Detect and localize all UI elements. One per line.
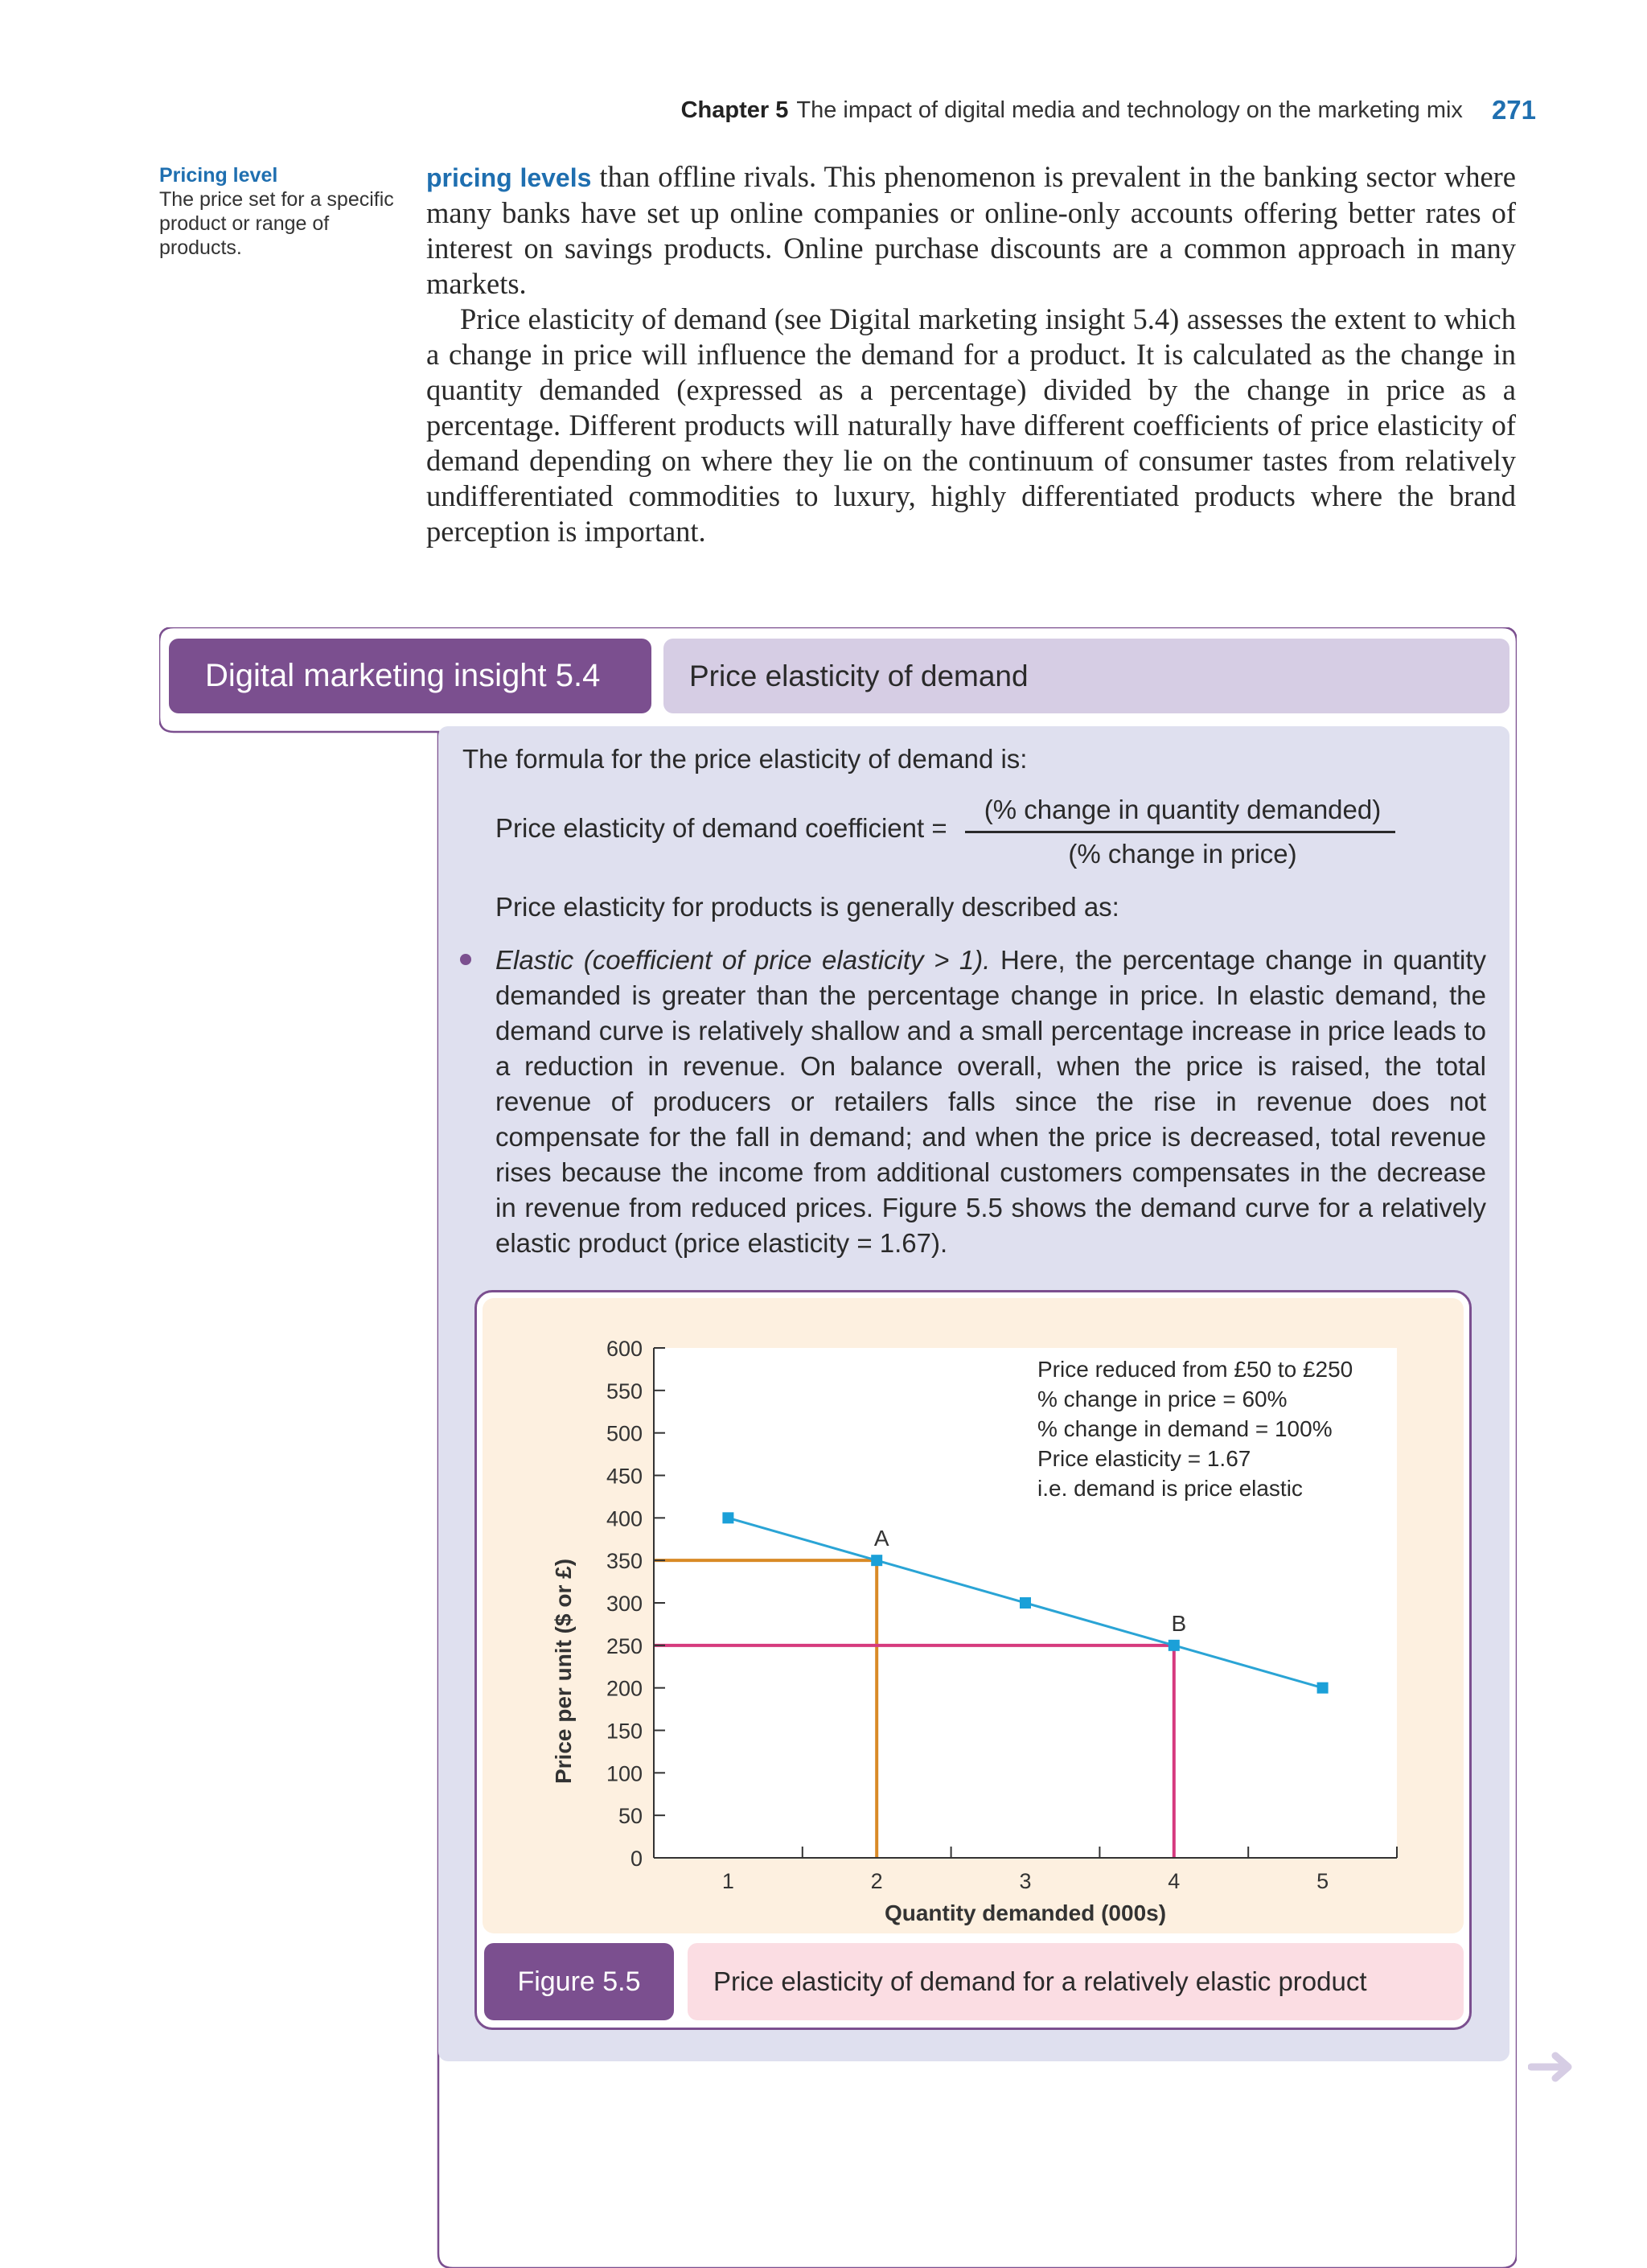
next-page-arrow-icon[interactable] bbox=[1528, 2051, 1579, 2083]
y-tick-label: 450 bbox=[606, 1464, 643, 1489]
demand-chart bbox=[483, 1298, 1464, 1933]
paragraph-2: Price elasticity of demand (see Digital marketing insight 5.4) assesses the extent to which a change in price will influence the demand for a product. It is calculated as the change in quantity demanded (expressed as a percentage) divided by the change in price as a percentage. Different products will naturally have different coefficients of price elasticity of demand depending on where they lie on the continuum of consumer tastes from relatively undifferentiated commodities to luxury, highly differentiated products where the brand perception is important. bbox=[426, 302, 1516, 548]
glossary-definition: The price set for a specific product or range of products. bbox=[159, 188, 394, 259]
page-header bbox=[643, 90, 1536, 130]
formula-numerator: (% change in quantity demanded) bbox=[984, 795, 1382, 824]
paragraph-1-text: than offline rivals. This phenomenon is prevalent in the banking sector where many banks have set up online companies or online-only accounts offering better rates of interest on savings products. Online purchase discounts are a common approach in many markets. bbox=[426, 160, 1516, 300]
y-tick-label: 50 bbox=[618, 1804, 643, 1829]
x-tick-label: 2 bbox=[870, 1869, 883, 1893]
x-tick-label: 5 bbox=[1316, 1869, 1329, 1893]
x-tick-label: 1 bbox=[721, 1869, 734, 1893]
chart-annotation: Price elasticity = 1.67 bbox=[1037, 1446, 1251, 1471]
body-text bbox=[426, 159, 1516, 549]
y-tick-label: 400 bbox=[606, 1506, 643, 1531]
point-label-a: A bbox=[873, 1526, 889, 1551]
y-tick-label: 150 bbox=[606, 1719, 643, 1744]
x-tick-label: 4 bbox=[1168, 1869, 1181, 1893]
formula-denominator: (% change in price) bbox=[1068, 839, 1297, 869]
bullet-icon bbox=[460, 954, 471, 965]
chart-annotation: Price reduced from £50 to £250 bbox=[1037, 1357, 1353, 1382]
data-point-marker bbox=[1317, 1683, 1329, 1694]
chapter-label: Chapter 5 bbox=[680, 97, 789, 123]
formula-label: Price elasticity of demand coefficient = bbox=[495, 813, 947, 843]
bullet-body: Here, the percentage change in quantity demanded is greater than the percentage change in price. In elastic demand, the demand curve is relatively shallow and a small percentage increase in price leads to a reduction in revenue. On balance overall, when the price is raised, the total revenue of producers or retailers falls since the rise in revenue does not compensate for the fall in demand; and when the price is decreased, total revenue rises because the income from additional customers compensates in the decrease in revenue from reduced prices. Figure 5.5 shows the demand curve for a relatively elastic product (price elasticity = 1.67). bbox=[495, 945, 1486, 1258]
y-tick-label: 250 bbox=[606, 1633, 643, 1658]
chart-annotation: % change in demand = 100% bbox=[1037, 1416, 1333, 1441]
y-tick-label: 0 bbox=[630, 1847, 643, 1871]
formula-intro: The formula for the price elasticity of demand is: bbox=[462, 744, 1028, 774]
y-tick-label: 600 bbox=[606, 1337, 643, 1361]
data-point-marker bbox=[871, 1555, 882, 1566]
bullet-elastic bbox=[495, 943, 1486, 1261]
x-tick-label: 3 bbox=[1019, 1869, 1032, 1893]
y-axis-label: Price per unit ($ or £) bbox=[551, 1558, 576, 1785]
formula-fraction-line bbox=[965, 831, 1395, 833]
bullet-lead: Elastic (coefficient of price elasticity > 1). bbox=[495, 945, 991, 975]
y-tick-label: 300 bbox=[606, 1592, 643, 1616]
description-intro: Price elasticity for products is generally described as: bbox=[495, 892, 1119, 922]
y-tick-label: 100 bbox=[606, 1761, 643, 1786]
y-tick-label: 500 bbox=[606, 1421, 643, 1446]
y-tick-label: 200 bbox=[606, 1676, 643, 1701]
point-label-b: B bbox=[1171, 1610, 1187, 1636]
chart-annotation: % change in price = 60% bbox=[1037, 1387, 1288, 1411]
insight-subtitle: Price elasticity of demand bbox=[663, 639, 1509, 713]
paragraph-1 bbox=[426, 159, 1516, 302]
chapter-title: The impact of digital media and technology on the marketing mix bbox=[796, 97, 1463, 123]
page-number: 271 bbox=[1491, 95, 1536, 125]
data-point-marker bbox=[1020, 1597, 1031, 1609]
y-tick-label: 350 bbox=[606, 1549, 643, 1574]
margin-glossary-note bbox=[159, 163, 405, 260]
x-axis-label: Quantity demanded (000s) bbox=[884, 1900, 1167, 1925]
figure-caption: Price elasticity of demand for a relatively elastic product bbox=[688, 1943, 1464, 2020]
data-point-marker bbox=[1169, 1640, 1180, 1651]
glossary-term: Pricing level bbox=[159, 164, 278, 187]
y-tick-label: 550 bbox=[606, 1378, 643, 1403]
chart-annotation: i.e. demand is price elastic bbox=[1037, 1476, 1303, 1501]
insight-title: Digital marketing insight 5.4 bbox=[169, 639, 651, 713]
keyword-pricing-levels: pricing levels bbox=[426, 163, 592, 192]
figure-label: Figure 5.5 bbox=[484, 1943, 674, 2020]
data-point-marker bbox=[722, 1512, 733, 1523]
